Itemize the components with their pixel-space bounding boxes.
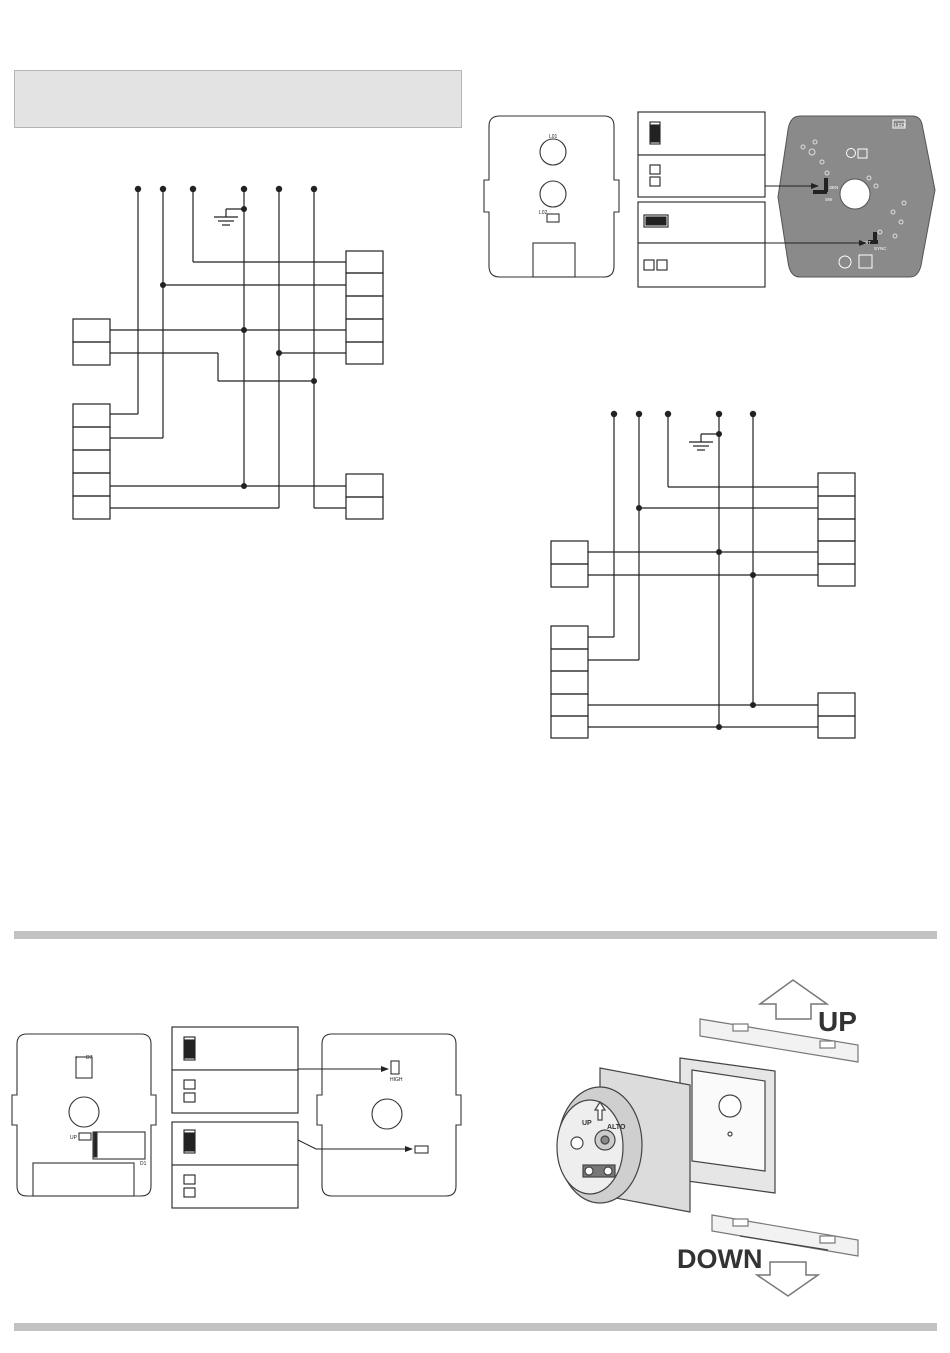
board-back bbox=[778, 116, 935, 277]
led-badge: LED bbox=[895, 123, 905, 129]
board-d1-label: D1 bbox=[140, 1161, 147, 1167]
jumper-table-1 bbox=[638, 112, 765, 197]
jumper-table-3 bbox=[172, 1027, 298, 1113]
down-label: DOWN bbox=[677, 1244, 763, 1274]
wall-plate bbox=[680, 1058, 775, 1193]
wiring-diagram-1 bbox=[73, 189, 383, 519]
unit-brand-label: ALTO bbox=[607, 1124, 626, 1131]
wiring-diagram-1-nodes bbox=[135, 186, 317, 489]
jumper-sw-label: SW bbox=[825, 197, 833, 202]
board-front bbox=[484, 116, 619, 277]
jumper-table-4 bbox=[172, 1122, 298, 1208]
jumper-sen-label: SEN bbox=[829, 185, 839, 190]
wiring-diagram-2-nodes bbox=[611, 411, 756, 730]
unit-up-label: UP bbox=[582, 1120, 592, 1127]
jumper-ext-label: EXT bbox=[862, 240, 871, 245]
board-plus-label: + bbox=[75, 1055, 78, 1061]
wiring-diagram-2 bbox=[551, 414, 855, 738]
up-arrow-icon bbox=[760, 980, 827, 1019]
fan-unit bbox=[557, 1068, 690, 1212]
down-arrow-icon bbox=[757, 1262, 818, 1296]
board-high-label: HIGH bbox=[390, 1077, 403, 1083]
board-bottom-back bbox=[317, 1034, 461, 1196]
jumper-table-2 bbox=[638, 202, 765, 287]
board-bottom-front bbox=[12, 1034, 156, 1196]
board-up-label: UP bbox=[70, 1135, 77, 1141]
led1-label: L01 bbox=[549, 134, 558, 140]
board-d7-label: D7 bbox=[86, 1055, 93, 1061]
arrow-line-low-a bbox=[298, 1140, 316, 1149]
jumper-sync-label: SYNC bbox=[874, 246, 887, 251]
up-label: UP bbox=[818, 1006, 857, 1037]
led2-label: L02 bbox=[539, 210, 548, 216]
